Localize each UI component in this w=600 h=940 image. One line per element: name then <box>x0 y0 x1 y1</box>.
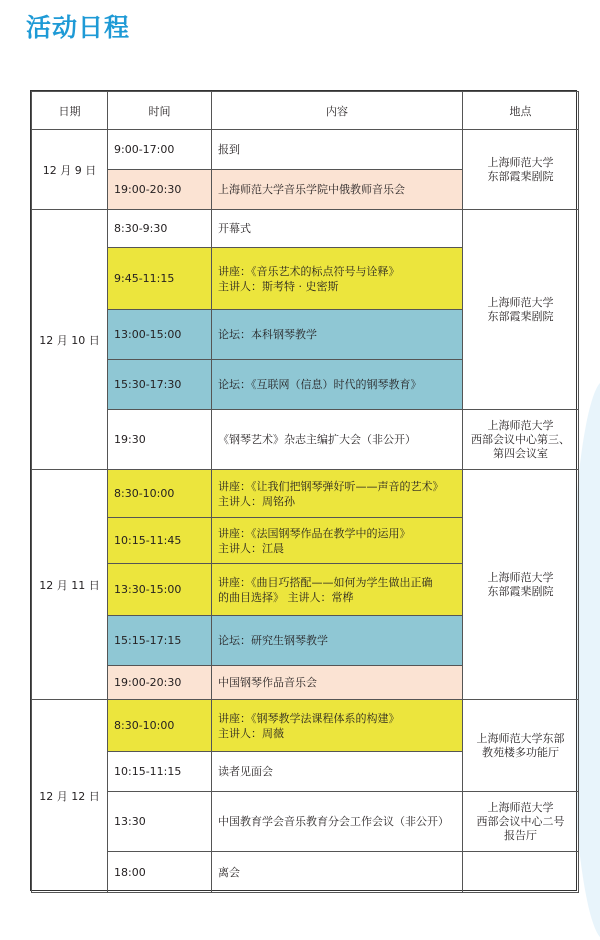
header-venue: 地点 <box>463 92 579 130</box>
content-cell <box>212 248 463 310</box>
content-cell <box>212 666 463 700</box>
content-line: 中国教育学会音乐教育分会工作会议（非公开） <box>218 815 449 828</box>
table-row <box>32 410 579 470</box>
time-cell: 13:30 <box>108 792 212 852</box>
content-line: 读者见面会 <box>218 765 273 778</box>
header-date: 日期 <box>32 92 108 130</box>
content-cell <box>212 752 463 792</box>
content-cell <box>212 700 463 752</box>
content-line: 讲座：《钢琴教学法课程体系的构建》 <box>218 711 400 725</box>
venue-line: 上海师范大学 <box>487 570 554 584</box>
date-cell: 12 月 9 日 <box>32 130 108 210</box>
time-cell: 13:30-15:00 <box>108 564 212 616</box>
venue-line: 上海师范大学东部 <box>476 731 565 745</box>
venue-cell <box>463 130 579 210</box>
time-cell: 8:30-10:00 <box>108 700 212 752</box>
schedule-table <box>31 91 579 893</box>
table-row <box>32 852 579 893</box>
venue-line: 上海师范大学 <box>487 418 554 432</box>
venue-cell <box>463 210 579 410</box>
content-line: 论坛：研究生钢琴教学 <box>218 634 328 647</box>
content-cell <box>212 792 463 852</box>
time-cell: 9:00-17:00 <box>108 130 212 170</box>
venue-line: 西部会议中心第三、 <box>471 432 570 446</box>
header-content: 内容 <box>212 92 463 130</box>
venue-cell <box>463 792 579 852</box>
time-cell: 8:30-10:00 <box>108 470 212 518</box>
content-line: 主讲人：周薇 <box>218 726 284 740</box>
content-cell <box>212 360 463 410</box>
content-line: 论坛：《互联网（信息）时代的钢琴教育》 <box>218 378 422 391</box>
time-cell: 19:00-20:30 <box>108 170 212 210</box>
time-cell: 15:15-17:15 <box>108 616 212 666</box>
venue-cell <box>463 410 579 470</box>
schedule-table-frame <box>30 90 577 891</box>
content-line: 报到 <box>218 143 240 156</box>
content-cell <box>212 310 463 360</box>
venue-line: 上海师范大学 <box>487 800 554 814</box>
table-row <box>32 210 579 248</box>
content-cell <box>212 130 463 170</box>
venue-line: 东部霞棐剧院 <box>487 169 554 183</box>
content-cell <box>212 170 463 210</box>
header-row <box>32 92 579 130</box>
time-cell: 18:00 <box>108 852 212 893</box>
date-cell: 12 月 11 日 <box>32 470 108 700</box>
venue-line: 东部霞棐剧院 <box>487 309 554 323</box>
content-line: 讲座：《音乐艺术的标点符号与诠释》 <box>218 264 400 278</box>
content-line: 上海师范大学音乐学院中俄教师音乐会 <box>218 183 405 196</box>
table-row <box>32 470 579 518</box>
content-cell <box>212 564 463 616</box>
time-cell: 10:15-11:15 <box>108 752 212 792</box>
content-cell <box>212 852 463 893</box>
content-line: 主讲人：斯考特 · 史密斯 <box>218 279 339 293</box>
header-time: 时间 <box>108 92 212 130</box>
content-line: 开幕式 <box>218 222 251 235</box>
content-line: 讲座：《曲目巧搭配——如何为学生做出正确 <box>218 575 433 589</box>
venue-cell <box>463 470 579 700</box>
content-cell <box>212 210 463 248</box>
content-line: 主讲人：周铭孙 <box>218 494 295 508</box>
venue-line: 教苑楼多功能厅 <box>482 745 559 759</box>
venue-line: 西部会议中心二号 <box>476 814 565 828</box>
content-line: 的曲目选择》 主讲人：常桦 <box>218 590 354 604</box>
time-cell: 13:00-15:00 <box>108 310 212 360</box>
time-cell: 8:30-9:30 <box>108 210 212 248</box>
time-cell: 19:30 <box>108 410 212 470</box>
time-cell: 9:45-11:15 <box>108 248 212 310</box>
venue-line: 上海师范大学 <box>487 295 554 309</box>
time-cell: 15:30-17:30 <box>108 360 212 410</box>
page-title: 活动日程 <box>26 13 131 42</box>
content-line: 《钢琴艺术》杂志主编扩大会（非公开） <box>218 433 416 446</box>
date-cell: 12 月 12 日 <box>32 700 108 893</box>
content-cell <box>212 470 463 518</box>
venue-line: 上海师范大学 <box>487 155 554 169</box>
venue-line: 第四会议室 <box>493 446 548 460</box>
table-row <box>32 700 579 752</box>
content-cell <box>212 616 463 666</box>
content-cell <box>212 410 463 470</box>
content-cell <box>212 518 463 564</box>
content-line: 主讲人：江晨 <box>218 541 284 555</box>
content-line: 讲座：《法国钢琴作品在教学中的运用》 <box>218 526 411 540</box>
venue-line: 东部霞棐剧院 <box>487 584 554 598</box>
time-cell: 19:00-20:30 <box>108 666 212 700</box>
table-row <box>32 130 579 170</box>
venue-line: 报告厅 <box>504 828 537 842</box>
venue-cell <box>463 852 579 893</box>
content-line: 离会 <box>218 865 240 879</box>
content-line: 论坛：本科钢琴教学 <box>218 328 317 341</box>
table-row <box>32 792 579 852</box>
content-line: 中国钢琴作品音乐会 <box>218 676 317 689</box>
venue-cell <box>463 700 579 792</box>
content-line: 讲座：《让我们把钢琴弹好听——声音的艺术》 <box>218 479 444 493</box>
date-cell: 12 月 10 日 <box>32 210 108 470</box>
time-cell: 10:15-11:45 <box>108 518 212 564</box>
